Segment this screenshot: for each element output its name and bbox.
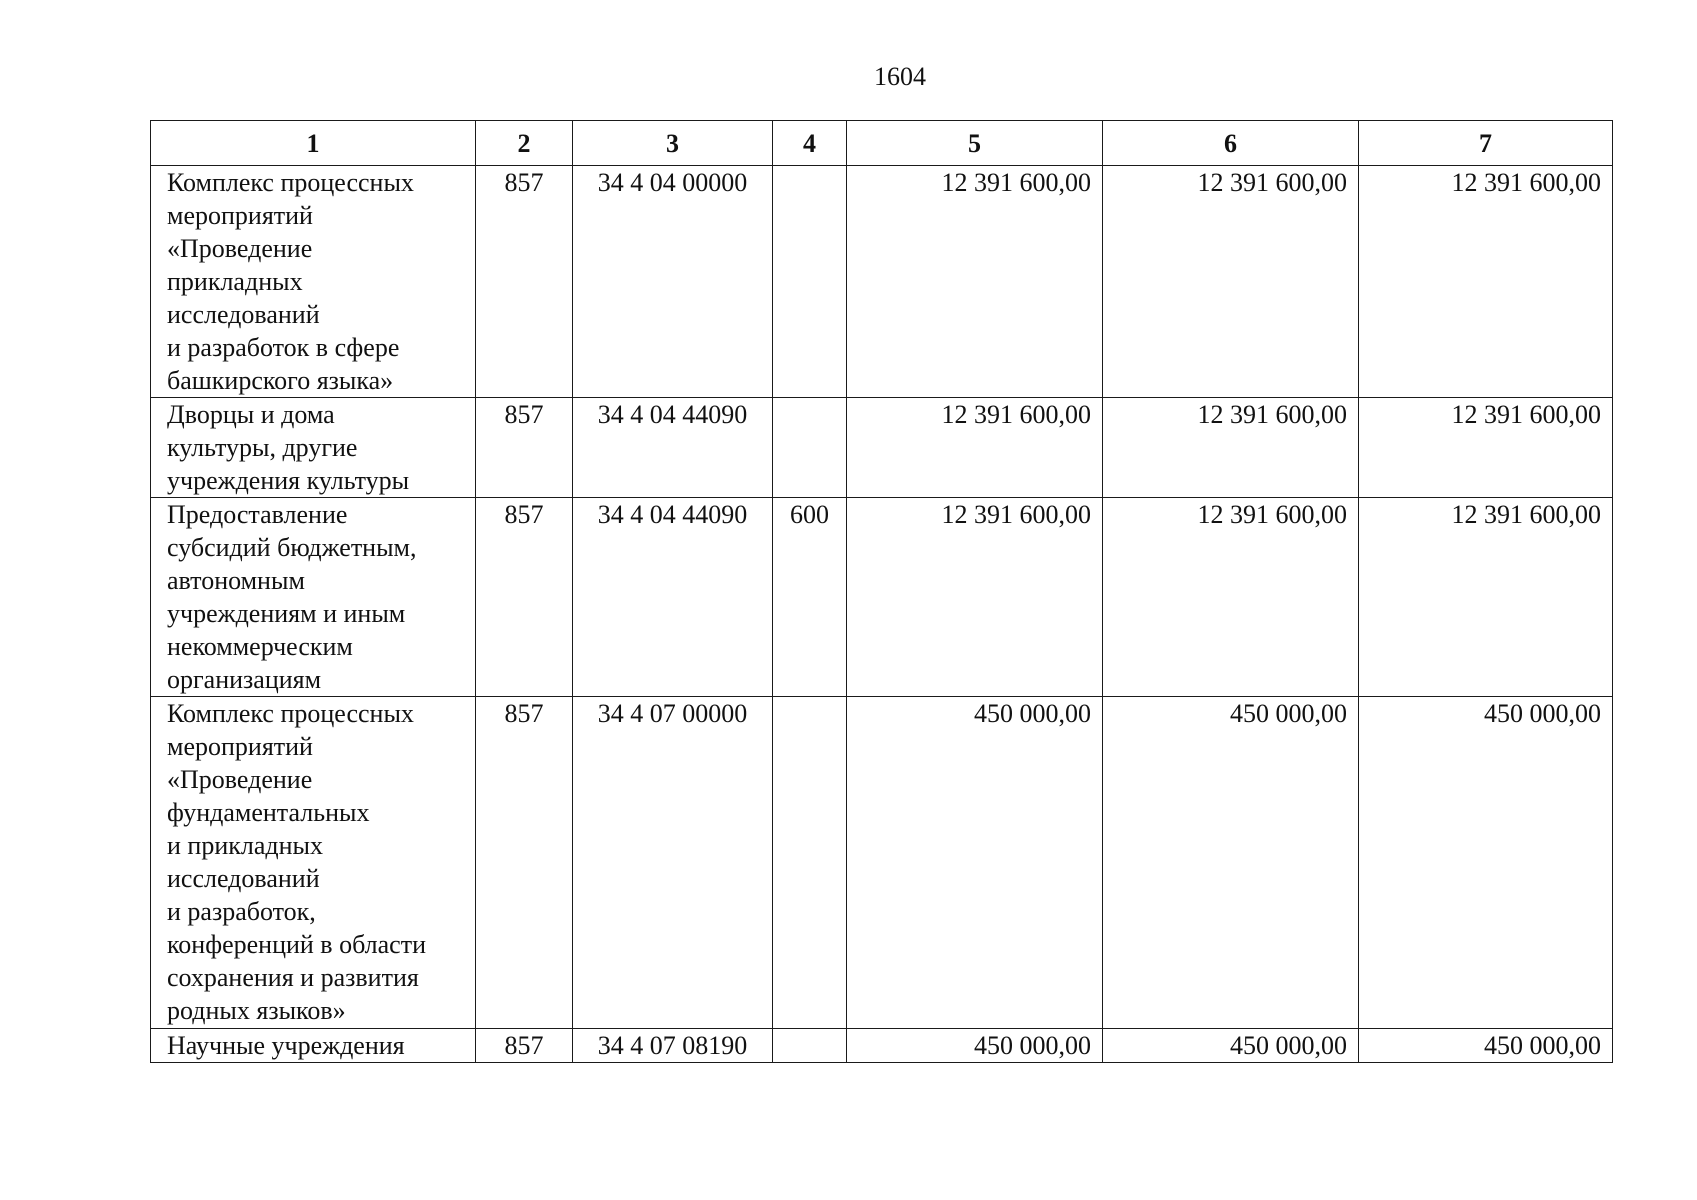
row-col6: 12 391 600,00 (1103, 166, 1359, 398)
row-col5: 450 000,00 (847, 697, 1103, 1029)
header-row (151, 121, 1613, 166)
column-header-1: 1 (151, 121, 476, 166)
row-name: Комплекс процессных мероприятий «Проведение прикладных исследований и разработок в сфере башкирского языка» (151, 166, 476, 398)
row-col4 (773, 166, 847, 398)
row-col7: 12 391 600,00 (1359, 398, 1613, 498)
column-header-5: 5 (847, 121, 1103, 166)
row-col6: 12 391 600,00 (1103, 498, 1359, 697)
page-number: 1604 (874, 62, 926, 91)
row-col5: 12 391 600,00 (847, 498, 1103, 697)
row-col2: 857 (476, 1029, 573, 1063)
row-col3: 34 4 04 00000 (573, 166, 773, 398)
row-name: Дворцы и дома культуры, другие учреждения культуры (151, 398, 476, 498)
table-row (151, 697, 1613, 1029)
row-col6: 450 000,00 (1103, 1029, 1359, 1063)
table-row (151, 166, 1613, 398)
row-col4: 600 (773, 498, 847, 697)
row-col4 (773, 398, 847, 498)
row-col6: 450 000,00 (1103, 697, 1359, 1029)
row-col2: 857 (476, 398, 573, 498)
row-col7: 450 000,00 (1359, 1029, 1613, 1063)
row-col7: 12 391 600,00 (1359, 498, 1613, 697)
budget-table (150, 120, 1613, 1063)
row-col6: 12 391 600,00 (1103, 398, 1359, 498)
column-header-7: 7 (1359, 121, 1613, 166)
row-col5: 450 000,00 (847, 1029, 1103, 1063)
row-col2: 857 (476, 697, 573, 1029)
row-col4 (773, 697, 847, 1029)
row-name: Предоставление субсидий бюджетным, автономным учреждениям и иным некоммерческим организациям (151, 498, 476, 697)
table-row (151, 1029, 1613, 1063)
row-name: Научные учреждения (151, 1029, 476, 1063)
row-col7: 450 000,00 (1359, 697, 1613, 1029)
row-col5: 12 391 600,00 (847, 398, 1103, 498)
column-header-2: 2 (476, 121, 573, 166)
row-col2: 857 (476, 166, 573, 398)
column-header-4: 4 (773, 121, 847, 166)
row-col4 (773, 1029, 847, 1063)
table-row (151, 398, 1613, 498)
row-col3: 34 4 04 44090 (573, 498, 773, 697)
table-row (151, 498, 1613, 697)
row-col7: 12 391 600,00 (1359, 166, 1613, 398)
column-header-6: 6 (1103, 121, 1359, 166)
column-header-3: 3 (573, 121, 773, 166)
row-col3: 34 4 04 44090 (573, 398, 773, 498)
row-col2: 857 (476, 498, 573, 697)
row-col3: 34 4 07 08190 (573, 1029, 773, 1063)
row-col3: 34 4 07 00000 (573, 697, 773, 1029)
row-col5: 12 391 600,00 (847, 166, 1103, 398)
row-name: Комплекс процессных мероприятий «Проведение фундаментальных и прикладных исследований и разработок, конференций в области сохранения и развития родных языков» (151, 697, 476, 1029)
